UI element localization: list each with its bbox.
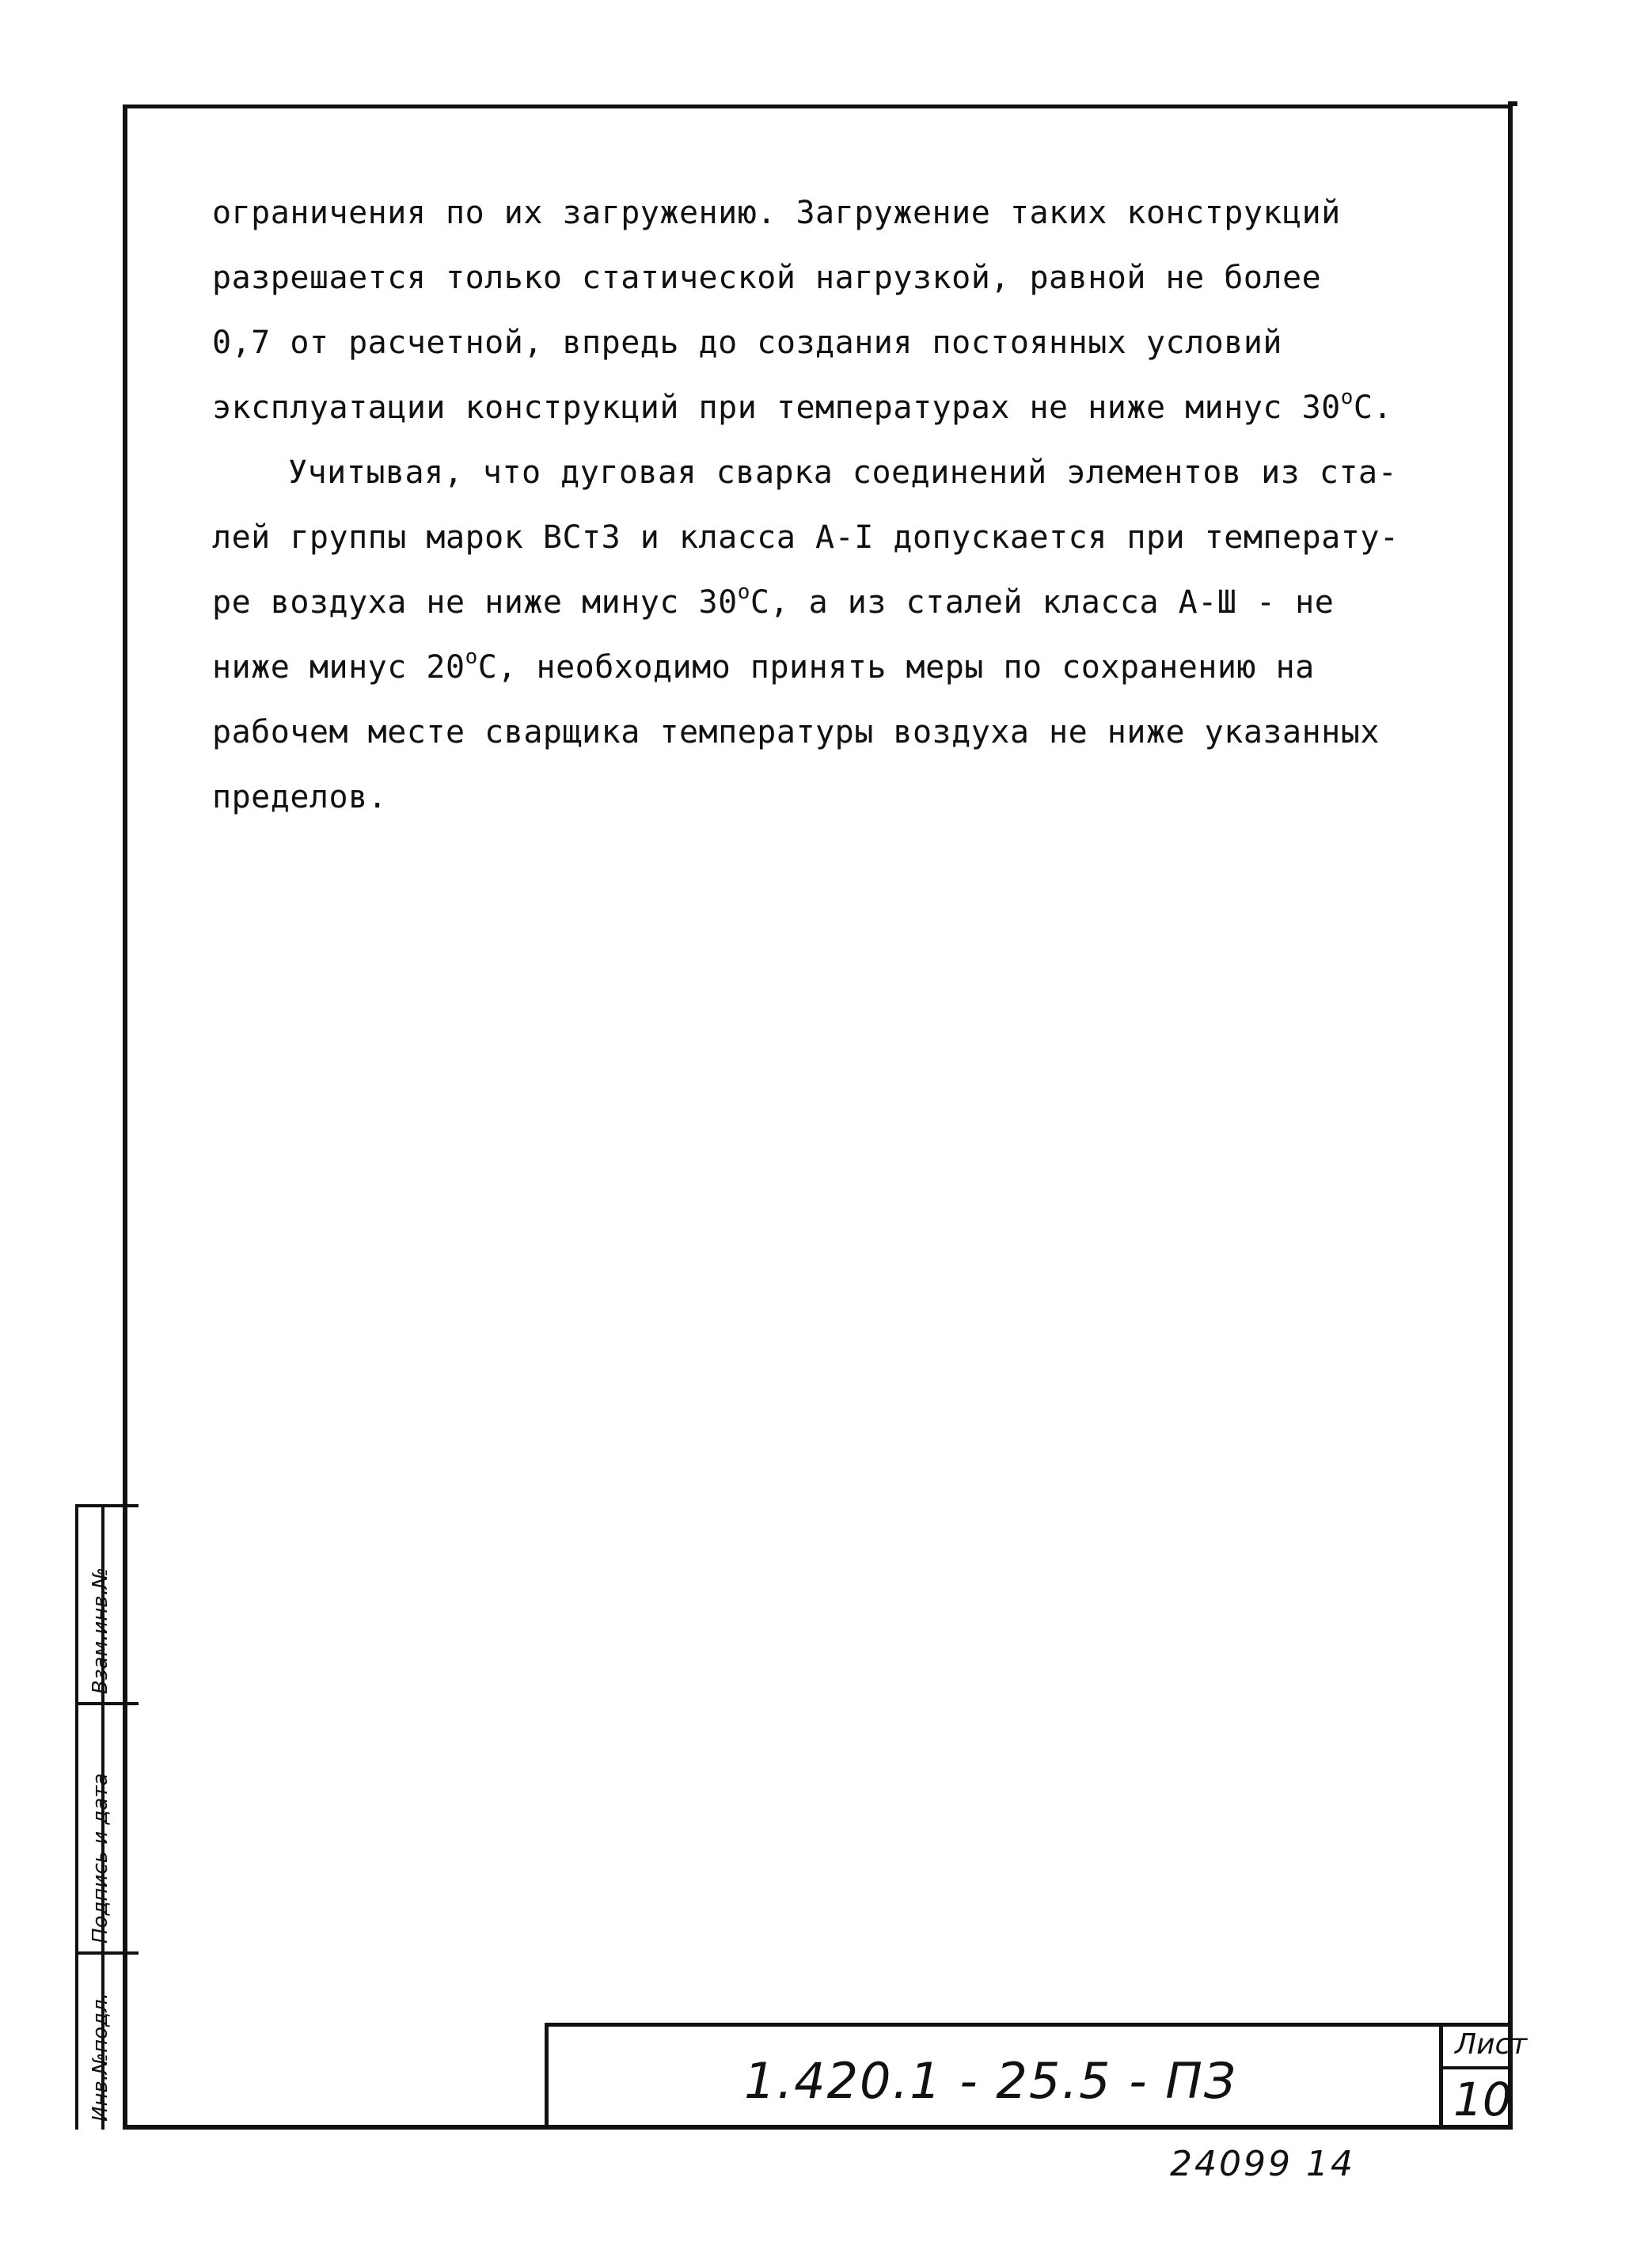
- body-line: пределов.: [212, 779, 388, 815]
- body-line: ниже минус $20^оС$, необходимо принять меры по сохранению на: [212, 645, 1315, 686]
- body-line: разрешается только статической нагрузкой, равной не более: [212, 260, 1322, 296]
- frame-corner-mark: [1508, 101, 1517, 106]
- body-line: эксплуатации конструкций при температурах не ниже минус $30^оС$.: [212, 386, 1393, 426]
- body-line: 0,7 от расчетной, впредь до создания постоянных условий: [212, 325, 1283, 361]
- stamp-field-replacement: Взам.инв.№: [89, 1568, 112, 1694]
- title-block-divider: [1439, 2023, 1443, 2130]
- stamp-field-inventory: Инв.№подл.: [89, 1993, 112, 2122]
- sheet-label: Лист: [1455, 2028, 1528, 2061]
- body-line: ре воздуха не ниже минус $30^оС$, а из сталей класса А-Ш - не: [212, 580, 1335, 621]
- document-code: 1.420.1 - 25.5 - ПЗ: [744, 2052, 1237, 2110]
- degree-sign: о: [1340, 386, 1354, 409]
- document-body: [212, 180, 1447, 830]
- body-line: рабочем месте сварщика температуры воздуха не ниже указанных: [212, 714, 1380, 750]
- stamp-divider: [75, 1951, 139, 1955]
- degree-sign: о: [465, 645, 478, 669]
- sheet-number: 10: [1453, 2073, 1512, 2126]
- sheet-cell-divider: [1439, 2066, 1513, 2069]
- archive-number: 24099 14: [1170, 2144, 1355, 2184]
- stamp-field-signature: Подпись и дата: [89, 1773, 112, 1944]
- body-line: лей группы марок ВСт3 и класса А-I допускается при температу-: [212, 519, 1399, 556]
- body-line: ограничения по их загружению. Загружение таких конструкций: [212, 195, 1341, 231]
- body-line: Учитывая, что дуговая сварка соединений элементов из ста-: [288, 454, 1398, 491]
- stamp-divider: [75, 1702, 139, 1705]
- degree-sign: о: [737, 580, 750, 604]
